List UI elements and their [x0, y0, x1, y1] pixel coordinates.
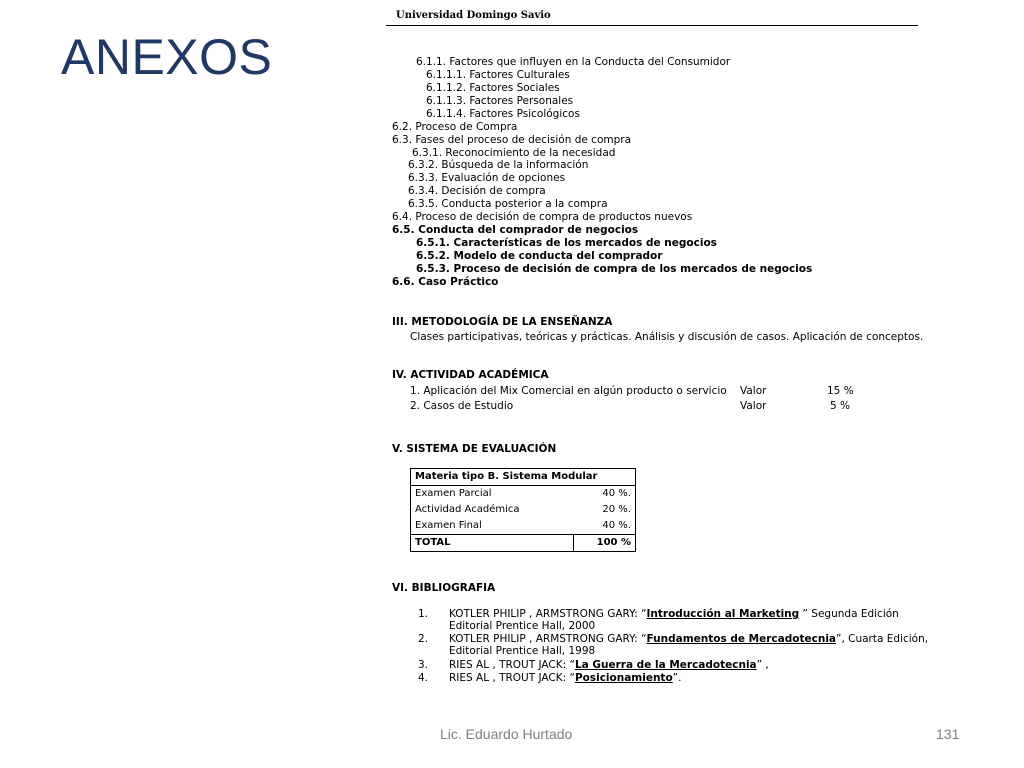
activity-label: Valor: [740, 385, 767, 397]
section-heading: V. SISTEMA DE EVALUACIÓN: [392, 443, 557, 455]
reference-tail: ”.: [672, 672, 682, 684]
evaluation-row-value: 40 %.: [573, 518, 635, 535]
reference-title: La Guerra de la Mercadotecnia: [574, 659, 757, 671]
outline-line: 6.1.1.3. Factores Personales: [426, 95, 574, 107]
outline-line: 6.3.1. Reconocimiento de la necesidad: [412, 147, 616, 159]
outline-line: 6.5.3. Proceso de decisión de compra de los mercados de negocios: [416, 263, 813, 275]
scanned-document: [386, 0, 929, 700]
outline-line: 6.1.1. Factores que influyen en la Conducta del Consumidor: [416, 56, 731, 68]
reference-authors: KOTLER PHILIP , ARMSTRONG GARY: “: [449, 608, 647, 620]
activity-item: 2. Casos de Estudio: [410, 400, 514, 412]
activity-value: 15 %: [827, 385, 854, 397]
activity-label: Valor: [740, 400, 767, 412]
outline-line: 6.5.2. Modelo de conducta del comprador: [416, 250, 663, 262]
reference-authors: KOTLER PHILIP , ARMSTRONG GARY: “: [449, 633, 647, 645]
evaluation-row-value: 20 %.: [573, 502, 635, 518]
outline-line: 6.3.4. Decisión de compra: [408, 185, 546, 197]
evaluation-total-label: TOTAL: [411, 535, 574, 552]
reference-number: 2.: [418, 633, 429, 645]
evaluation-row-label: Examen Final: [411, 518, 574, 535]
reference-publisher: Editorial Prentice Hall, 1998: [449, 645, 596, 657]
reference-entry: [449, 608, 899, 621]
outline-line: 6.1.1.1. Factores Culturales: [426, 69, 570, 81]
outline-line: 6.3.5. Conducta posterior a la compra: [408, 198, 608, 210]
reference-number: 4.: [418, 672, 429, 684]
outline-line: 6.2. Proceso de Compra: [392, 121, 518, 133]
outline-line: 6.3.3. Evaluación de opciones: [408, 172, 566, 184]
reference-entry: [449, 633, 928, 646]
page-number: 131: [936, 726, 960, 742]
footer-author: Lic. Eduardo Hurtado: [440, 726, 573, 742]
evaluation-row-label: Examen Parcial: [411, 486, 574, 503]
reference-entry: [449, 659, 769, 672]
section-text: Clases participativas, teóricas y prácticas. Análisis y discusión de casos. Aplicación de conceptos.: [410, 331, 924, 343]
reference-title: Fundamentos de Mercadotecnia: [646, 633, 836, 645]
section-heading: IV. ACTIVIDAD ACADÉMICA: [392, 369, 549, 381]
outline-line: 6.3. Fases del proceso de decisión de compra: [392, 134, 632, 146]
evaluation-row-label: Actividad Académica: [411, 502, 574, 518]
section-heading: VI. BIBLIOGRAFIA: [392, 582, 496, 594]
outline-line: 6.1.1.2. Factores Sociales: [426, 82, 560, 94]
reference-tail: ” Segunda Edición: [799, 608, 899, 620]
reference-authors: RIES AL , TROUT JACK: “: [449, 672, 575, 684]
outline-line: 6.5.1. Características de los mercados de negocios: [416, 237, 717, 249]
reference-tail: ” ,: [756, 659, 769, 671]
evaluation-table: [410, 468, 636, 552]
activity-value: 5 %: [830, 400, 850, 412]
outline-line: 6.5. Conducta del comprador de negocios: [392, 224, 639, 236]
outline-line: 6.4. Proceso de decisión de compra de productos nuevos: [392, 211, 693, 223]
reference-title: Introducción al Marketing: [646, 608, 800, 620]
reference-publisher: Editorial Prentice Hall, 2000: [449, 620, 596, 632]
outline-line: 6.1.1.4. Factores Psicológicos: [426, 108, 580, 120]
section-heading: III. METODOLOGÍA DE LA ENSEÑANZA: [392, 316, 613, 328]
activity-item: 1. Aplicación del Mix Comercial en algún producto o servicio: [410, 385, 727, 397]
document-header: Universidad Domingo Savio: [386, 10, 918, 26]
reference-tail: ”, Cuarta Edición,: [836, 633, 929, 645]
reference-number: 1.: [418, 608, 429, 620]
evaluation-row-value: 40 %.: [573, 486, 635, 503]
reference-entry: [449, 672, 681, 685]
evaluation-table-header: Materia tipo B. Sistema Modular: [411, 469, 636, 486]
outline-line: 6.3.2. Búsqueda de la información: [408, 159, 589, 171]
evaluation-total-value: 100 %: [573, 535, 635, 552]
slide-title: ANEXOS: [61, 29, 273, 85]
reference-number: 3.: [418, 659, 429, 671]
outline-line: 6.6. Caso Práctico: [392, 276, 499, 288]
reference-title: Posicionamiento: [574, 672, 673, 684]
reference-authors: RIES AL , TROUT JACK: “: [449, 659, 575, 671]
